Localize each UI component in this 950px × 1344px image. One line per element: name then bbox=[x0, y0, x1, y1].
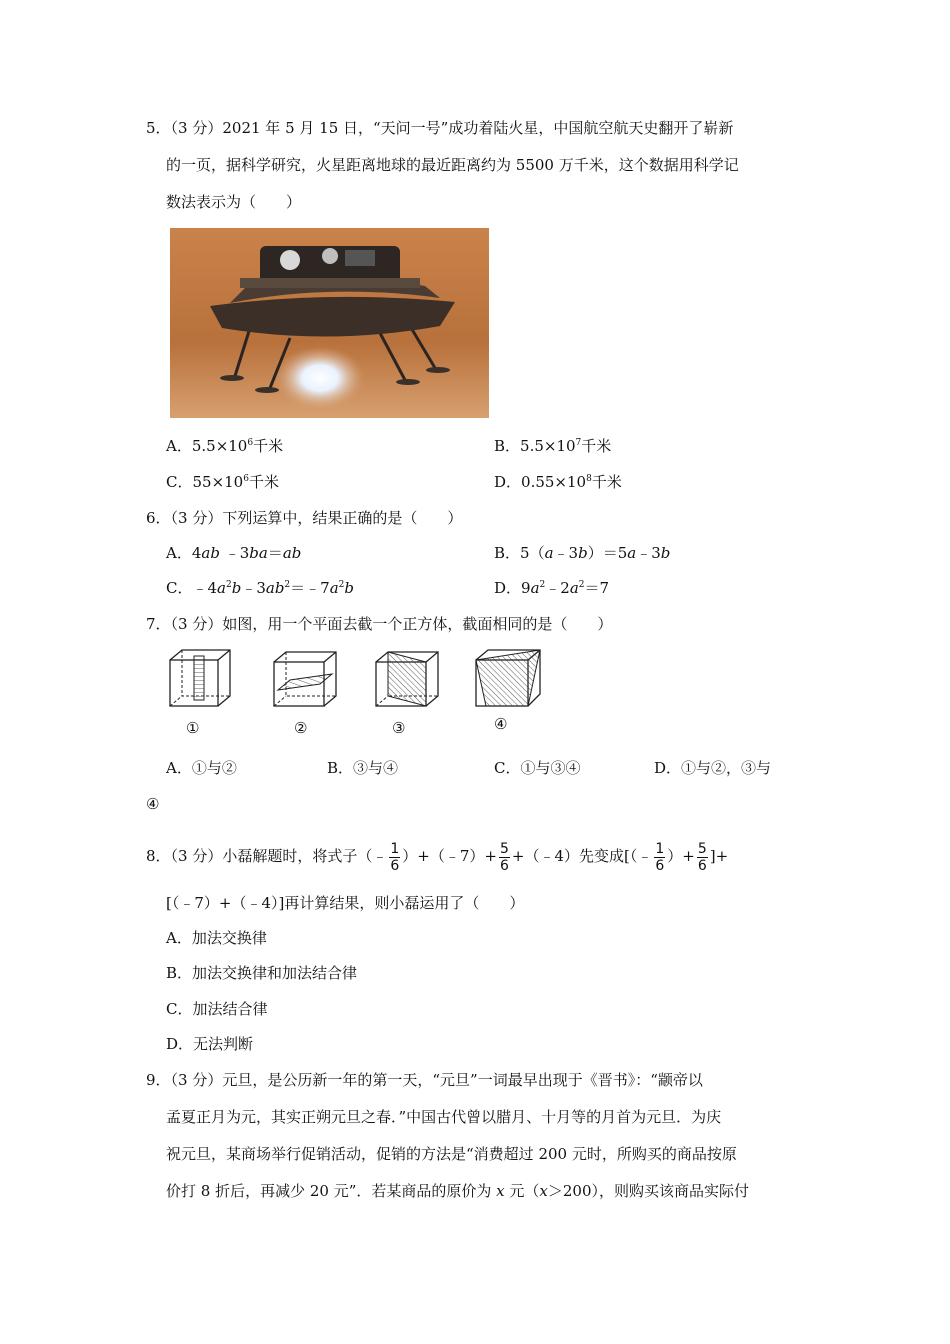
fraction-1: $\frac{1}{6}$ bbox=[390, 840, 400, 874]
q7-option-a: A．①与② bbox=[166, 759, 237, 777]
q6-stem: 6．（3 分）下列运算中，结果正确的是（ ） bbox=[146, 509, 463, 527]
cube-figure-1 bbox=[166, 648, 236, 710]
q8-line-2: [（﹣7）+（﹣4）]再计算结果，则小磊运用了（ ） bbox=[166, 894, 525, 912]
q8-line-1: 8．（3 分）小磊解题时，将式子（﹣ $\frac{1}{6}$ ）+（﹣7）+ $\frac{5}{6}$ +（﹣4）先变成[（﹣ $\frac{1}{6}$ ）+ $\frac{5}{6}$ ]+ bbox=[146, 840, 729, 874]
cube-figure-2 bbox=[270, 648, 340, 710]
q8-option-d: D．无法判断 bbox=[166, 1035, 254, 1053]
q8-option-c: C．加法结合律 bbox=[166, 1000, 268, 1018]
mars-lander-photo bbox=[170, 228, 489, 418]
cube-figure-label-3: ③ bbox=[392, 719, 406, 737]
q5-option-a: A．$5.5\times 10^6$千米 bbox=[166, 437, 284, 455]
cube-figure-4 bbox=[472, 648, 544, 710]
q7-option-d: D．①与②，③与 bbox=[654, 759, 772, 777]
cube-figure-label-4: ④ bbox=[494, 715, 508, 733]
q9-line-3: 祝元旦，某商场举行促销活动，促销的方法是“消费超过 200 元时，所购买的商品按原 bbox=[166, 1145, 737, 1163]
q5-option-b: B．$5.5\times 10^7$千米 bbox=[494, 437, 612, 455]
cube-figure-label-1: ① bbox=[186, 719, 200, 737]
q6-option-c: C．$﹣4a^2b﹣3ab^2=﹣7a^2b$ bbox=[166, 579, 354, 597]
q7-option-c: C．①与③④ bbox=[494, 759, 581, 777]
q5-line-3: 数法表示为（ ） bbox=[166, 193, 302, 211]
q6-option-d: D．$9a^2﹣2a^2=7$ bbox=[494, 579, 610, 597]
fraction-4: $\frac{5}{6}$ bbox=[697, 840, 707, 874]
cube-figure-3 bbox=[372, 648, 442, 710]
q8-option-a: A．加法交换律 bbox=[166, 929, 267, 947]
q8-option-b: B．加法交换律和加法结合律 bbox=[166, 964, 358, 982]
q9-line-4: 价打 8 折后，再减少 20 元”．若某商品的原价为 x 元（x＞200），则购买该商品实际付 bbox=[166, 1182, 750, 1200]
q5-line-2: 的一页，据科学研究，火星距离地球的最近距离约为 5500 万千米，这个数据用科学记 bbox=[166, 156, 739, 174]
q7-stem: 7．（3 分）如图，用一个平面去截一个正方体，截面相同的是（ ） bbox=[146, 615, 613, 633]
cube-figure-label-2: ② bbox=[294, 719, 308, 737]
q6-option-b: B．5（a﹣3b）＝5a﹣3b bbox=[494, 544, 671, 562]
q9-line-1: 9．（3 分）元旦，是公历新一年的第一天，“元旦”一词最早出现于《晋书》：“颛帝以 bbox=[146, 1071, 703, 1089]
q6-option-a: A．4ab ﹣3ba＝ab bbox=[166, 544, 302, 562]
q9-line-2: 孟夏正月为元，其实正朔元旦之春．”中国古代曾以腊月、十月等的月首为元旦．为庆 bbox=[166, 1108, 722, 1126]
q5-option-c: C．$55\times 10^6$千米 bbox=[166, 473, 279, 491]
fraction-2: $\frac{5}{6}$ bbox=[499, 840, 509, 874]
q7-option-b: B．③与④ bbox=[327, 759, 399, 777]
q5-line-1: 5．（3 分）2021 年 5 月 15 日，“天问一号”成功着陆火星，中国航空航天史翻开了崭新 bbox=[146, 119, 734, 137]
fraction-3: $\frac{1}{6}$ bbox=[655, 840, 665, 874]
q7-option-d-continued: ④ bbox=[146, 795, 160, 813]
q5-option-d: D．$0.55\times 10^8$千米 bbox=[494, 473, 622, 491]
